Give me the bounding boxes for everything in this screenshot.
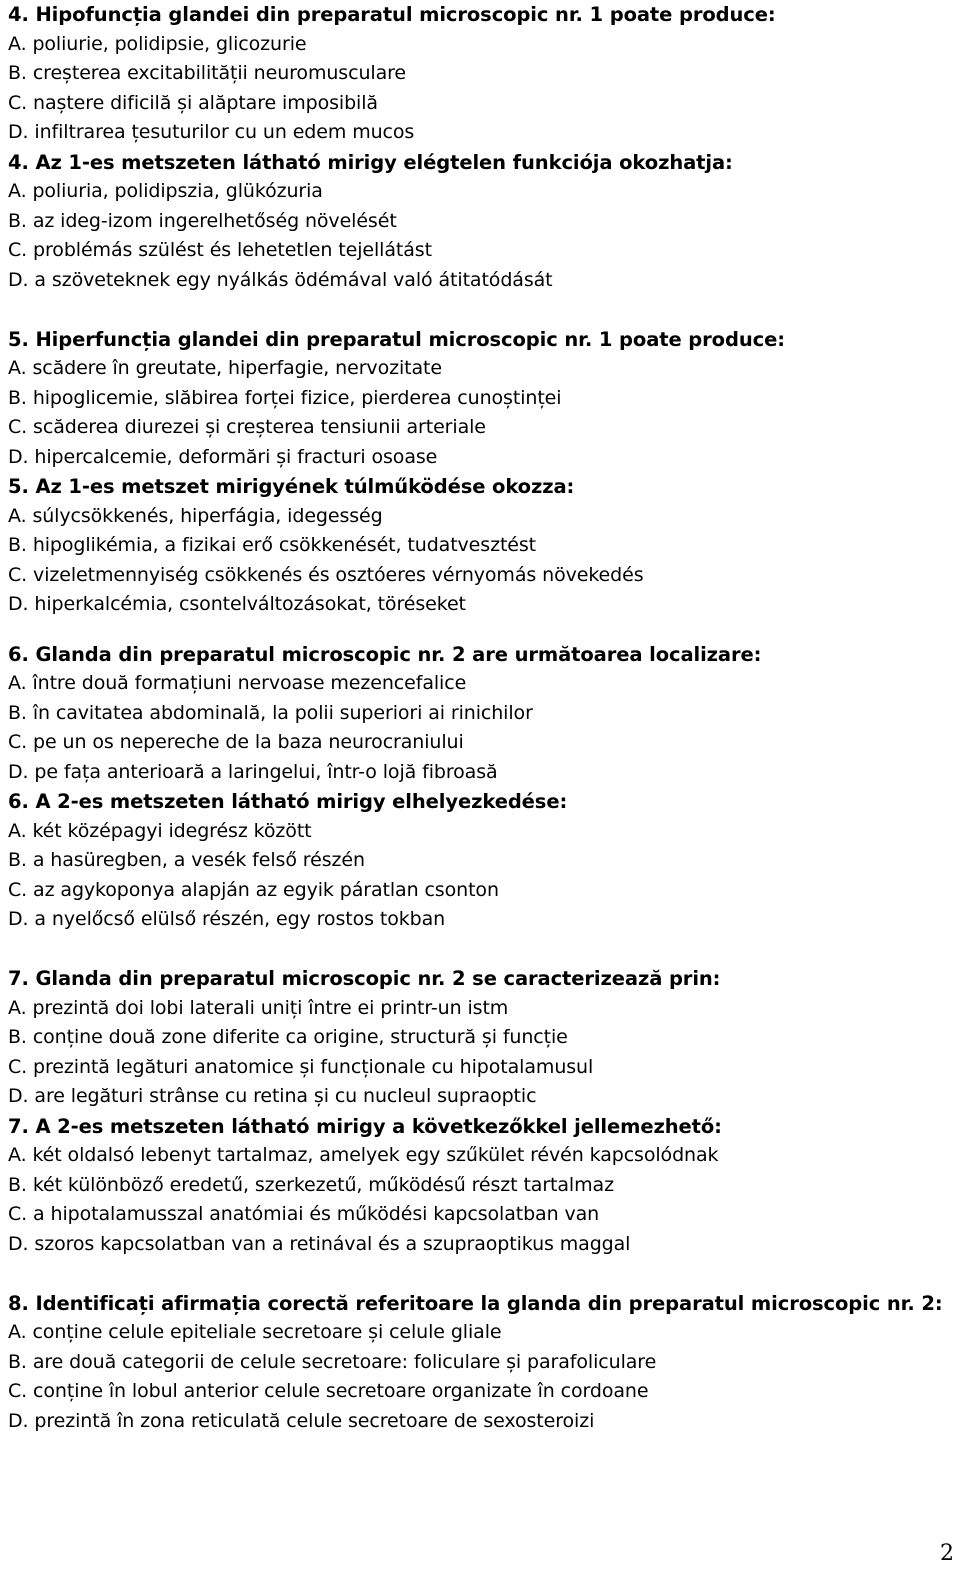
- option-a: A. conține celule epiteliale secretoare și celule gliale: [8, 1321, 502, 1343]
- question-title: 4. Az 1-es metszeten látható mirigy elégtelen funkciója okozhatja:: [8, 150, 733, 174]
- option-d: D. prezintă în zona reticulată celule secretoare de sexosteroizi: [8, 1409, 595, 1432]
- option-b: B. az ideg-izom ingerelhetőség növelését: [8, 209, 397, 232]
- question-4-ro: [8, 0, 952, 148]
- option-a: A. poliuria, polidipszia, glükózuria: [8, 180, 323, 202]
- question-title: 5. Hiperfuncția glandei din preparatul microscopic nr. 1 poate produce:: [8, 327, 785, 351]
- question-4-hu: [8, 148, 952, 296]
- option-c: C. vizeletmennyiség csökkenés és osztóeres vérnyomás növekedés: [8, 563, 644, 586]
- option-b: B. conține două zone diferite ca origine, structură și funcție: [8, 1026, 568, 1048]
- option-c: C. pe un os nepereche de la baza neurocraniului: [8, 731, 464, 753]
- option-a: A. súlycsökkenés, hiperfágia, idegesség: [8, 504, 383, 527]
- question-6-hu: [8, 787, 952, 935]
- option-a: A. între două formațiuni nervoase mezencefalice: [8, 672, 467, 694]
- question-title: 5. Az 1-es metszet mirigyének túlműködése okozza:: [8, 475, 575, 498]
- document-page: [8, 0, 952, 1436]
- option-c: C. scăderea diurezei și creșterea tensiunii arteriale: [8, 416, 486, 438]
- option-d: D. szoros kapcsolatban van a retinával és a szupraoptikus maggal: [8, 1232, 631, 1255]
- option-d: D. hiperkalcémia, csontelváltozásokat, töréseket: [8, 593, 466, 615]
- page-number: 2: [940, 1541, 954, 1566]
- question-title: 7. Glanda din preparatul microscopic nr. 2 se caracterizează prin:: [8, 967, 721, 990]
- question-7-hu: [8, 1112, 952, 1260]
- question-7-ro: [8, 964, 952, 1112]
- question-5-ro: [8, 325, 952, 473]
- option-b: B. hipoglicemie, slăbirea forței fizice, pierderea cunoștinței: [8, 386, 562, 409]
- option-b: B. a hasüregben, a vesék felső részén: [8, 849, 365, 871]
- spacer: [8, 1259, 952, 1289]
- option-c: C. a hipotalamusszal anatómiai és működési kapcsolatban van: [8, 1203, 600, 1225]
- question-title: 8. Identificați afirmația corectă referitoare la glanda din preparatul microscopic nr. 2:: [8, 1291, 943, 1315]
- question-6-ro: [8, 640, 952, 788]
- option-c: C. conține în lobul anterior celule secretoare organizate în cordoane: [8, 1380, 649, 1402]
- spacer: [8, 295, 952, 325]
- question-title: 4. Hipofuncția glandei din preparatul microscopic nr. 1 poate produce:: [8, 3, 776, 26]
- question-5-hu: [8, 472, 952, 620]
- option-c: C. prezintă legături anatomice și funcționale cu hipotalamusul: [8, 1055, 594, 1078]
- option-d: D. are legături strânse cu retina și cu nucleul supraoptic: [8, 1085, 537, 1107]
- question-title: 7. A 2-es metszeten látható mirigy a következőkkel jellemezhető:: [8, 1114, 722, 1138]
- question-title: 6. A 2-es metszeten látható mirigy elhelyezkedése:: [8, 790, 568, 813]
- option-d: D. infiltrarea țesuturilor cu un edem mucos: [8, 121, 415, 143]
- option-b: B. are două categorii de celule secretoare: foliculare și parafoliculare: [8, 1350, 657, 1373]
- question-title: 6. Glanda din preparatul microscopic nr. 2 are următoarea localizare:: [8, 642, 762, 666]
- spacer: [8, 620, 952, 640]
- option-d: D. a szöveteknek egy nyálkás ödémával való átitatódását: [8, 268, 553, 291]
- option-c: C. problémás szülést és lehetetlen tejellátást: [8, 239, 432, 261]
- option-d: D. pe fața anterioară a laringelui, într-o lojă fibroasă: [8, 760, 498, 783]
- option-c: C. az agykoponya alapján az egyik páratlan csonton: [8, 878, 499, 901]
- option-a: A. prezintă doi lobi laterali uniți între ei printr-un istm: [8, 996, 509, 1019]
- option-a: A. scădere în greutate, hiperfagie, nervozitate: [8, 357, 442, 379]
- option-c: C. naștere dificilă și alăptare imposibilă: [8, 91, 378, 114]
- option-a: A. két középagyi idegrész között: [8, 819, 312, 842]
- option-a: A. két oldalsó lebenyt tartalmaz, amelyek egy szűkület révén kapcsolódnak: [8, 1144, 719, 1166]
- option-b: B. hipoglikémia, a fizikai erő csökkenését, tudatvesztést: [8, 534, 537, 556]
- question-8-ro: [8, 1289, 952, 1437]
- spacer: [8, 935, 952, 965]
- option-b: B. în cavitatea abdominală, la polii superiori ai rinichilor: [8, 701, 533, 724]
- option-a: A. poliurie, polidipsie, glicozurie: [8, 32, 307, 55]
- option-d: D. hipercalcemie, deformări și fracturi osoase: [8, 445, 438, 468]
- option-b: B. creșterea excitabilității neuromusculare: [8, 62, 407, 84]
- option-d: D. a nyelőcső elülső részén, egy rostos tokban: [8, 908, 446, 930]
- option-b: B. két különböző eredetű, szerkezetű, működésű részt tartalmaz: [8, 1173, 614, 1196]
